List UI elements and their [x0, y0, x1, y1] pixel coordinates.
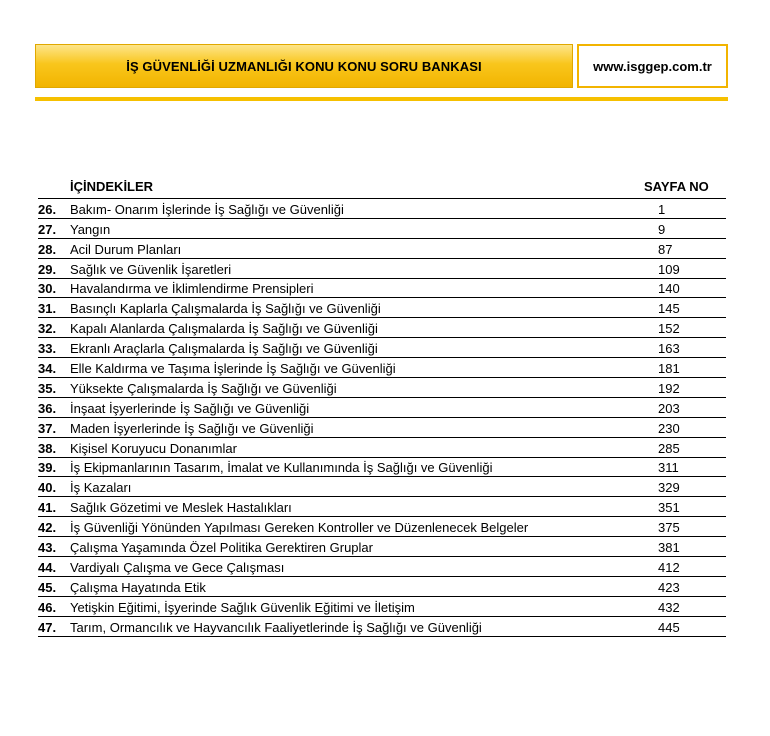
chapter-number: 27. [38, 221, 57, 237]
chapter-title[interactable]: Basınçlı Kaplarla Çalışmalarda İş Sağlığı ve Güvenliği [70, 301, 381, 317]
toc-entry[interactable] [38, 338, 644, 358]
chapter-number: 34. [38, 361, 57, 377]
chapter-title[interactable]: Kişisel Koruyucu Donanımlar [70, 440, 237, 456]
chapter-title[interactable]: Sağlık Gözetimi ve Meslek Hastalıkları [70, 500, 292, 516]
page-number: 311 [644, 458, 726, 478]
toc-row[interactable] [38, 318, 726, 338]
toc-header [38, 172, 726, 199]
toc-row[interactable] [38, 199, 726, 219]
toc-entry[interactable] [38, 458, 644, 478]
chapter-title[interactable]: Tarım, Ormancılık ve Hayvancılık Faaliyetlerinde İş Sağlığı ve Güvenliği [70, 619, 482, 635]
chapter-title[interactable]: Vardiyalı Çalışma ve Gece Çalışması [70, 559, 285, 575]
toc-entry[interactable] [38, 537, 644, 557]
toc-entry[interactable] [38, 279, 644, 299]
toc-row[interactable] [38, 497, 726, 517]
page-number: 145 [644, 298, 726, 318]
chapter-title[interactable]: Çalışma Yaşamında Özel Politika Gerektiren Gruplar [70, 540, 373, 556]
chapter-number: 42. [38, 520, 57, 536]
toc-entry[interactable] [38, 318, 644, 338]
website-url[interactable]: www.isggep.com.tr [577, 44, 728, 88]
toc-entry[interactable] [38, 517, 644, 537]
toc-entry[interactable] [38, 557, 644, 577]
page-number: 375 [644, 517, 726, 537]
chapter-title[interactable]: Yangın [70, 221, 111, 237]
page-number: 163 [644, 338, 726, 358]
chapter-title[interactable]: Sağlık ve Güvenlik İşaretleri [70, 261, 232, 277]
toc-entry[interactable] [38, 477, 644, 497]
chapter-number: 26. [38, 201, 57, 217]
toc-row[interactable] [38, 597, 726, 617]
chapter-title[interactable]: Kapalı Alanlarda Çalışmalarda İş Sağlığı ve Güvenliği [70, 321, 378, 337]
page-number-heading: SAYFA NO [644, 179, 709, 194]
page-number: 87 [644, 239, 726, 259]
toc-row[interactable] [38, 517, 726, 537]
toc-row[interactable] [38, 358, 726, 378]
toc-row[interactable] [38, 617, 726, 637]
toc-entry[interactable] [38, 398, 644, 418]
page-number: 203 [644, 398, 726, 418]
toc-entry[interactable] [38, 259, 644, 279]
chapter-title[interactable]: Havalandırma ve İklimlendirme Prensipleri [70, 281, 314, 297]
toc-entry[interactable] [38, 199, 644, 219]
toc-row[interactable] [38, 537, 726, 557]
page-number: 432 [644, 597, 726, 617]
toc-list [38, 199, 726, 637]
page-number: 285 [644, 438, 726, 458]
page-number: 152 [644, 318, 726, 338]
toc-row[interactable] [38, 279, 726, 299]
chapter-number: 33. [38, 341, 57, 357]
page-number: 423 [644, 577, 726, 597]
toc-entry[interactable] [38, 378, 644, 398]
chapter-number: 39. [38, 460, 57, 476]
chapter-number: 32. [38, 321, 57, 337]
chapter-number: 45. [38, 579, 57, 595]
chapter-title[interactable]: İş Ekipmanlarının Tasarım, İmalat ve Kullanımında İş Sağlığı ve Güvenliği [70, 460, 493, 476]
toc-entry[interactable] [38, 298, 644, 318]
chapter-title[interactable]: Maden İşyerlerinde İş Sağlığı ve Güvenliği [70, 420, 314, 436]
toc-entry[interactable] [38, 577, 644, 597]
page-number: 381 [644, 537, 726, 557]
chapter-title[interactable]: İnşaat İşyerlerinde İş Sağlığı ve Güvenliği [70, 400, 310, 416]
chapter-number: 36. [38, 400, 57, 416]
chapter-number: 46. [38, 599, 57, 615]
page-header [35, 44, 728, 88]
toc-entry[interactable] [38, 497, 644, 517]
page-number: 192 [644, 378, 726, 398]
toc-row[interactable] [38, 259, 726, 279]
toc-row[interactable] [38, 418, 726, 438]
page-number: 351 [644, 497, 726, 517]
chapter-number: 38. [38, 440, 57, 456]
chapter-number: 28. [38, 241, 57, 257]
chapter-title[interactable]: Acil Durum Planları [70, 241, 182, 257]
toc-row[interactable] [38, 577, 726, 597]
toc-row[interactable] [38, 378, 726, 398]
toc-row[interactable] [38, 398, 726, 418]
chapter-number: 30. [38, 281, 57, 297]
toc-row[interactable] [38, 557, 726, 577]
chapter-number: 40. [38, 480, 57, 496]
chapter-title[interactable]: Yüksekte Çalışmalarda İş Sağlığı ve Güvenliği [70, 380, 337, 396]
document-title: İŞ GÜVENLİĞİ UZMANLIĞI KONU KONU SORU BANKASI [35, 44, 573, 88]
toc-entry[interactable] [38, 438, 644, 458]
page-number: 181 [644, 358, 726, 378]
toc-heading: İÇİNDEKİLER [70, 179, 154, 194]
page-number: 140 [644, 279, 726, 299]
toc-row[interactable] [38, 458, 726, 478]
toc-entry[interactable] [38, 597, 644, 617]
toc-row[interactable] [38, 219, 726, 239]
chapter-title[interactable]: Bakım- Onarım İşlerinde İş Sağlığı ve Güvenliği [70, 201, 344, 217]
toc-entry[interactable] [38, 358, 644, 378]
chapter-title[interactable]: İş Güvenliği Yönünden Yapılması Gereken Kontroller ve Düzenlenecek Belgeler [70, 520, 529, 536]
chapter-number: 31. [38, 301, 57, 317]
toc-entry[interactable] [38, 239, 644, 259]
toc-row[interactable] [38, 298, 726, 318]
chapter-title[interactable]: Elle Kaldırma ve Taşıma İşlerinde İş Sağlığı ve Güvenliği [70, 361, 396, 377]
chapter-title[interactable]: Yetişkin Eğitimi, İşyerinde Sağlık Güvenlik Eğitimi ve İletişim [70, 599, 415, 615]
header-divider [35, 97, 728, 101]
toc-entry[interactable] [38, 617, 644, 637]
chapter-number: 35. [38, 380, 57, 396]
toc-row[interactable] [38, 477, 726, 497]
table-of-contents [38, 172, 726, 637]
chapter-number: 44. [38, 559, 57, 575]
page-number: 109 [644, 259, 726, 279]
chapter-number: 43. [38, 540, 57, 556]
page-number: 9 [644, 219, 726, 239]
chapter-number: 47. [38, 619, 57, 635]
toc-entry[interactable] [38, 418, 644, 438]
toc-row[interactable] [38, 338, 726, 358]
page-number: 230 [644, 418, 726, 438]
page-number: 412 [644, 557, 726, 577]
page-number: 445 [644, 617, 726, 637]
toc-row[interactable] [38, 438, 726, 458]
chapter-title[interactable]: Ekranlı Araçlarla Çalışmalarda İş Sağlığı ve Güvenliği [70, 341, 378, 357]
chapter-title[interactable]: Çalışma Hayatında Etik [70, 579, 206, 595]
chapter-number: 29. [38, 261, 57, 277]
chapter-title[interactable]: İş Kazaları [70, 480, 132, 496]
toc-entry[interactable] [38, 219, 644, 239]
chapter-number: 37. [38, 420, 57, 436]
chapter-number: 41. [38, 500, 57, 516]
page-number: 1 [644, 199, 726, 219]
page-number: 329 [644, 477, 726, 497]
toc-row[interactable] [38, 239, 726, 259]
